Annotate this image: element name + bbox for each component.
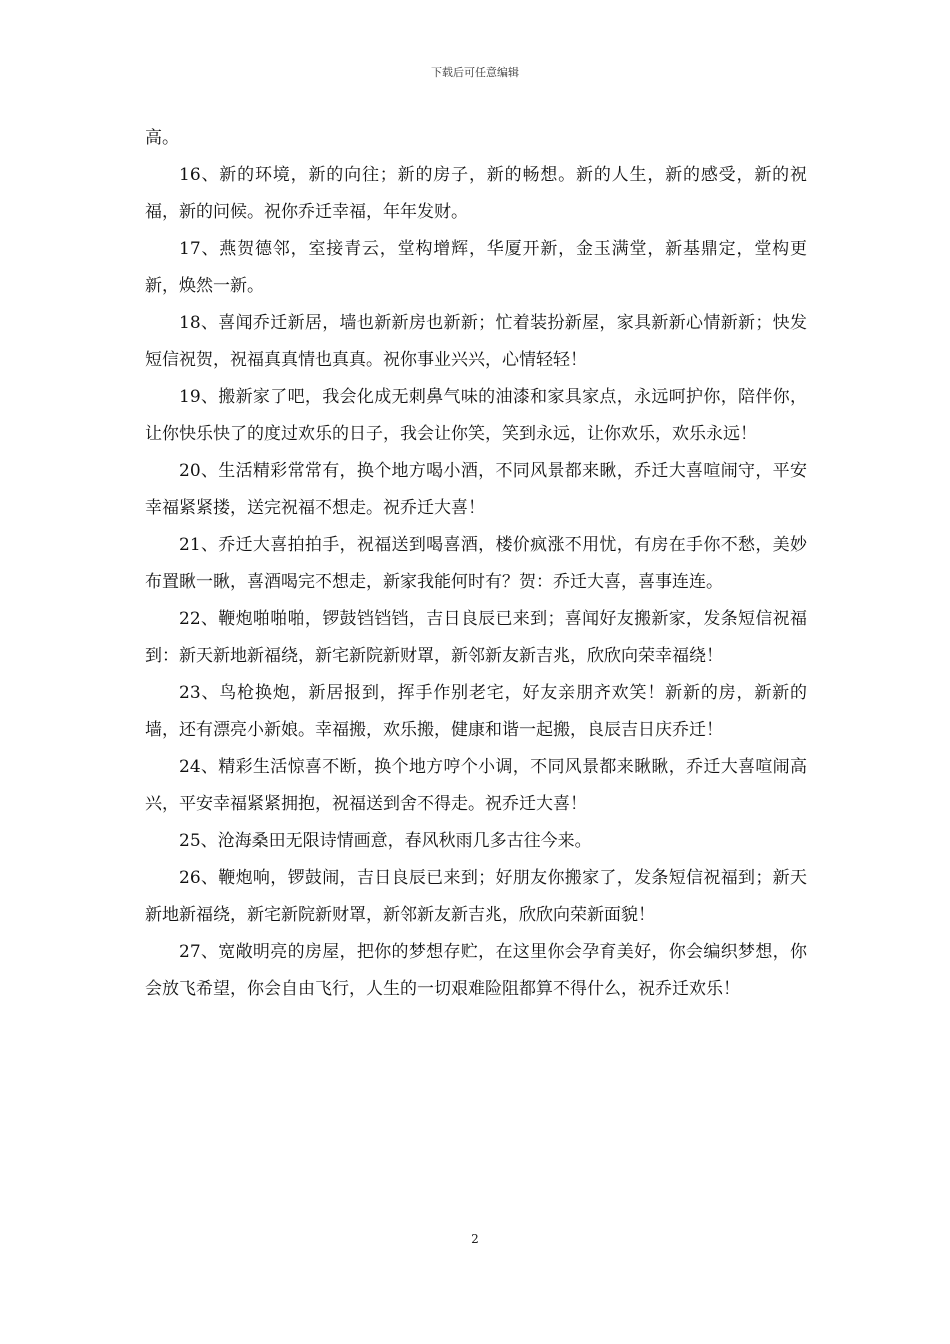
paragraph-26: 26、鞭炮响，锣鼓闹，吉日良辰已来到；好朋友你搬家了，发条短信祝福到；新天新地新福绕，新宅新院新财罩，新邻新友新吉兆，欣欣向荣新面貌！: [145, 868, 807, 925]
paragraph-19: 19、搬新家了吧，我会化成无刺鼻气味的油漆和家具家点，永远呵护你，陪伴你，让你快乐快了的度过欢乐的日子，我会让你笑，笑到永远，让你欢乐，欢乐永远！: [145, 387, 807, 444]
paragraph-17: 17、燕贺德邻，室接青云，堂构增辉，华厦开新，金玉满堂，新基鼎定，堂构更新，焕然一新。: [145, 239, 807, 296]
paragraph-21: 21、乔迁大喜拍拍手，祝福送到喝喜酒，楼价疯涨不用忧，有房在手你不愁，美妙布置瞅一瞅，喜酒喝完不想走，新家我能何时有？贺：乔迁大喜，喜事连连。: [145, 535, 807, 592]
paragraph-23: 23、鸟枪换炮，新居报到，挥手作别老宅，好友亲朋齐欢笑！新新的房，新新的墙，还有漂亮小新娘。幸福搬，欢乐搬，健康和谐一起搬，良辰吉日庆乔迁！: [145, 683, 807, 740]
paragraph-24: 24、精彩生活惊喜不断，换个地方哼个小调，不同风景都来瞅瞅，乔迁大喜喧闹高兴，平安幸福紧紧拥抱，祝福送到舍不得走。祝乔迁大喜！: [145, 757, 807, 814]
page-header-note: 下载后可任意编辑: [431, 66, 519, 79]
paragraph-20: 20、生活精彩常常有，换个地方喝小酒，不同风景都来瞅，乔迁大喜喧闹守，平安幸福紧紧搂，送完祝福不想走。祝乔迁大喜！: [145, 461, 807, 518]
paragraph-25: 25、沧海桑田无限诗情画意，春风秋雨几多古往今来。: [179, 831, 592, 851]
document-body: [145, 120, 807, 1008]
page-number: 2: [471, 1232, 479, 1246]
paragraph-16: 16、新的环境，新的向往；新的房子，新的畅想。新的人生，新的感受，新的祝福，新的问候。祝你乔迁幸福，年年发财。: [145, 165, 807, 222]
paragraph-18: 18、喜闻乔迁新居，墙也新新房也新新；忙着装扮新屋，家具新新心情新新；快发短信祝贺，祝福真真情也真真。祝你事业兴兴，心情轻轻！: [145, 313, 807, 370]
paragraph-22: 22、鞭炮啪啪啪，锣鼓铛铛铛，吉日良辰已来到；喜闻好友搬新家，发条短信祝福到：新天新地新福绕，新宅新院新财罩，新邻新友新吉兆，欣欣向荣幸福绕！: [145, 609, 807, 666]
paragraph-27: 27、宽敞明亮的房屋，把你的梦想存贮，在这里你会孕育美好，你会编织梦想，你会放飞希望，你会自由飞行，人生的一切艰难险阻都算不得什么，祝乔迁欢乐！: [145, 942, 807, 999]
paragraph-continuation: 高。: [145, 128, 179, 148]
